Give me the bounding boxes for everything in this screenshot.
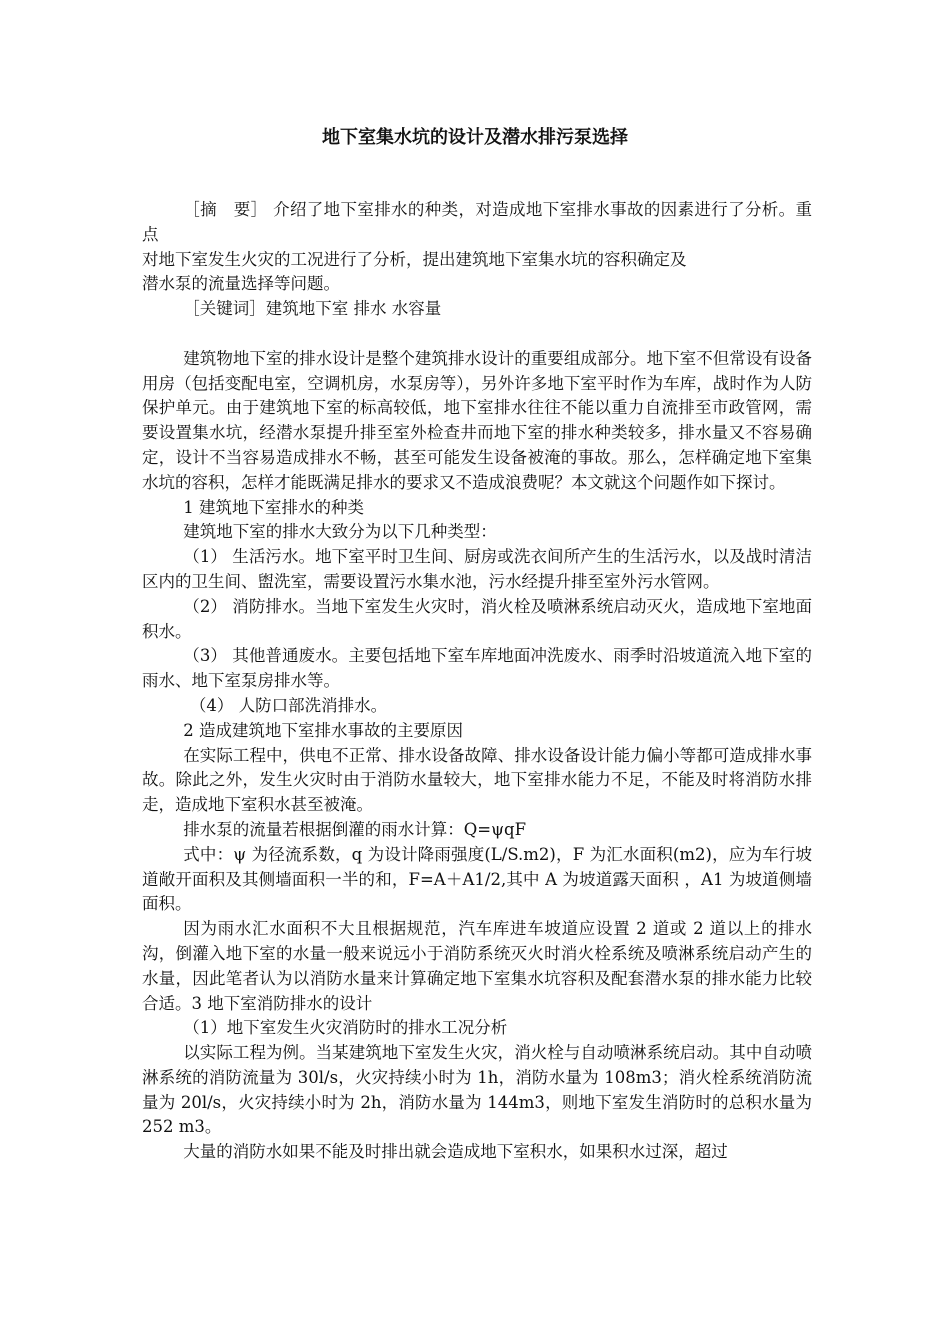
paragraph-gap [142, 322, 812, 347]
abstract-text-end: 潜水泵的流量选择等问题。 [142, 274, 340, 294]
body-paragraph: 因为雨水汇水面积不大且根据规范，汽车库进车坡道应设置 2 道或 2 道以上的排水沟，倒灌入地下室的水量一般来说远小于消防系统灭火时消火栓系统及喷淋系统启动产生的水量，因此笔者认为以消防水量来计算确定地下室集水坑容积及配套潜水泵的排水能力比较合适。3 地下室消防排水的设计 [142, 919, 812, 1013]
formula-paragraph: 排水泵的流量若根据倒灌的雨水计算：Q=ψqF [183, 819, 527, 839]
document-body [142, 198, 812, 1165]
document-title: 地下室集水坑的设计及潜水排污泵选择 [322, 127, 628, 148]
list-item: （4） 人防口部洗消排水。 [189, 695, 388, 715]
body-paragraph: 大量的消防水如果不能及时排出就会造成地下室积水，如果积水过深，超过 [183, 1142, 728, 1162]
keywords: ［关键词］建筑地下室 排水 水容量 [183, 299, 442, 319]
abstract-text-cont: 对地下室发生火灾的工况进行了分析，提出建筑地下室集水坑的容积确定及 [142, 249, 687, 269]
section-2-heading: 2 造成建筑地下室排水事故的主要原因 [183, 720, 463, 740]
list-item: （1） 生活污水。地下室平时卫生间、厨房或洗衣间所产生的生活污水，以及战时清洁区内的卫生间、盥洗室，需要设置污水集水池，污水经提升排至室外污水管网。 [142, 547, 812, 591]
section-1-intro: 建筑地下室的排水大致分为以下几种类型： [183, 522, 497, 542]
body-paragraph: 式中：ψ 为径流系数，q 为设计降雨强度(L/S.m2)，F 为汇水面积(m2)，应为车行坡道敞开面积及其侧墙面积一半的和，F=A＋A1/2,其中 A 为坡道露天面积 ，A1 为坡道侧墙面积。 [142, 844, 812, 914]
abstract-text: ［摘 要］ 介绍了地下室排水的种类，对造成地下室排水事故的因素进行了分析。重点 [142, 200, 812, 244]
intro-paragraph: 建筑物地下室的排水设计是整个建筑排水设计的重要组成部分。地下室不但常设有设备用房（包括变配电室，空调机房，水泵房等），另外许多地下室平时作为车库，战时作为人防保护单元。由于建筑地下室的标高较低，地下室排水往往不能以重力自流排至市政管网，需要设置集水坑，经潜水泵提升排至室外检查井而地下室的排水种类较多，排水量又不容易确定，设计不当容易造成排水不畅，甚至可能发生设备被淹的事故。那么，怎样确定地下室集水坑的容积，怎样才能既满足排水的要求又不造成浪费呢？本文就这个问题作如下探讨。 [142, 348, 812, 492]
body-paragraph: 在实际工程中，供电不正常、排水设备故障、排水设备设计能力偏小等都可造成排水事故。除此之外，发生火灾时由于消防水量较大，地下室排水能力不足，不能及时将消防水排走，造成地下室积水甚至被淹。 [142, 745, 812, 815]
section-1-heading: 1 建筑地下室排水的种类 [183, 497, 364, 517]
list-item: （3） 其他普通废水。主要包括地下室车库地面冲洗废水、雨季时沿坡道流入地下室的雨水、地下室泵房排水等。 [142, 646, 812, 691]
body-paragraph: 以实际工程为例。当某建筑地下室发生火灾，消火栓与自动喷淋系统启动。其中自动喷淋系统的消防流量为 30l/s，火灾持续小时为 1h，消防水量为 108m3；消火栓系统消防流量为 20l/s，火灾持续小时为 2h，消防水量为 144m3，则地下室发生消防时的总积水量为 252 m3。 [142, 1043, 812, 1137]
list-item: （2） 消防排水。当地下室发生火灾时，消火栓及喷淋系统启动灭火，造成地下室地面积水。 [142, 596, 812, 641]
section-3-subheading: （1）地下室发生火灾消防时的排水工况分析 [183, 1018, 508, 1038]
